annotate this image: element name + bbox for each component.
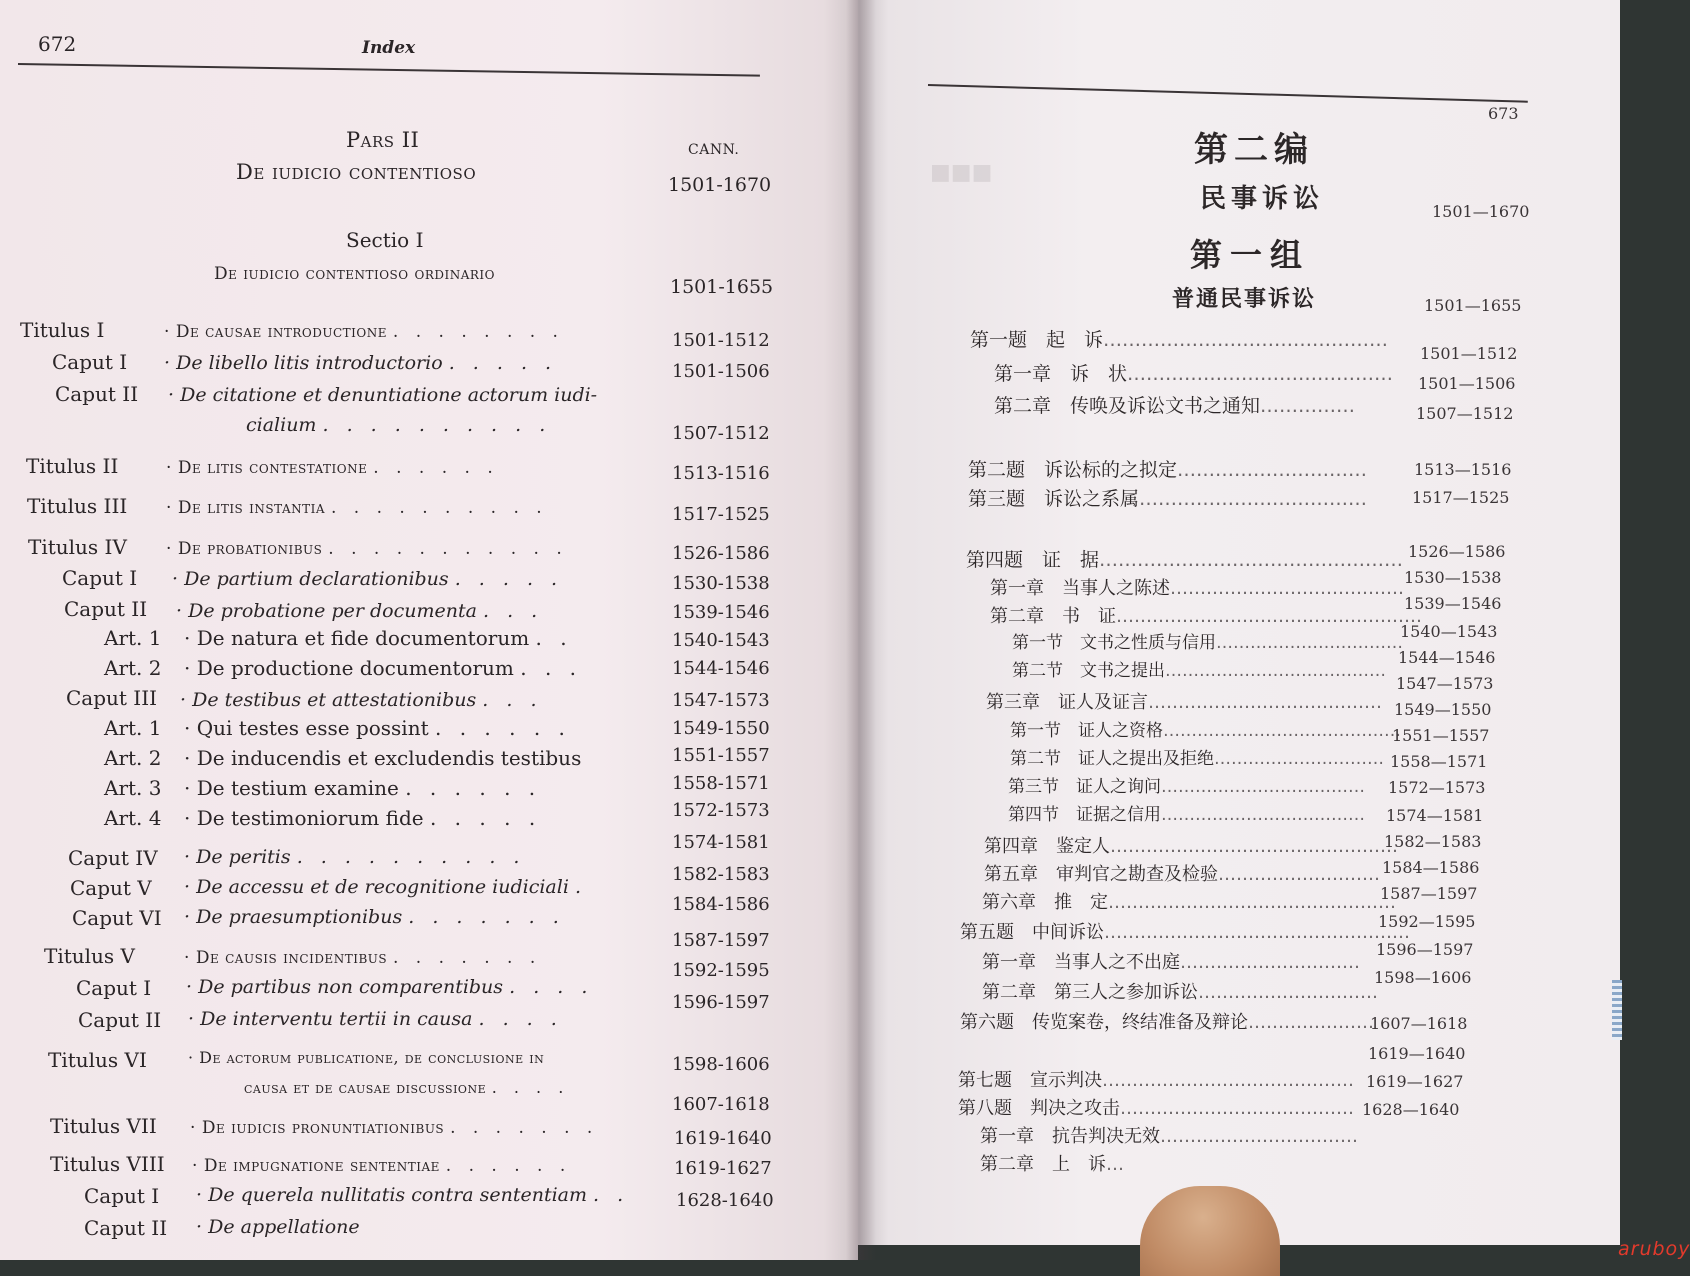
entry-range: 1598—1606: [1374, 968, 1472, 987]
group-title: 第一组: [1190, 236, 1311, 274]
entry-title: · De litis contestatione . . . . . .: [166, 458, 499, 478]
entry-range: 1547-1573: [672, 690, 770, 711]
entry-line: 第一题 起 诉………………………………………: [970, 329, 1389, 351]
entry-title: · De accessu et de recognitione iudiciali .: [184, 876, 588, 898]
entry-line: 第五题 中间诉讼……………………………………………: [960, 922, 1410, 943]
entry-range: 1587-1597: [672, 930, 770, 951]
entry-label: Titulus VIII: [50, 1152, 165, 1176]
entry-label: Art. 3: [104, 776, 162, 800]
entry-range: 1517—1525: [1412, 488, 1510, 507]
entry-range: 1592—1595: [1378, 912, 1476, 931]
entry-title: · De partium declarationibus . . . . .: [172, 568, 564, 590]
entry-title: · De testium examine . . . . . .: [184, 776, 542, 800]
entry-title: · De citatione et denuntiatione actorum iudi-: [168, 384, 598, 406]
entry-title: · De praesumptionibus . . . . . . .: [184, 906, 565, 928]
book-spine: [846, 0, 876, 1260]
entry-range: 1558-1571: [672, 773, 770, 794]
entry-label: Caput I: [84, 1184, 160, 1208]
entry-title: · De iudicis pronuntiationibus . . . . . . .: [190, 1118, 599, 1138]
entry-range: 1572-1573: [672, 800, 770, 821]
entry-title: · De peritis . . . . . . . . . .: [184, 846, 526, 868]
pars-heading: Pars II: [346, 128, 420, 152]
entry-line: 第二章 第三人之参加诉讼…………………………: [982, 982, 1378, 1003]
entry-range: 1619-1640: [674, 1128, 772, 1149]
entry-line: 第六题 传览案卷，终结准备及辩论…………………: [960, 1012, 1374, 1033]
entry-range: 1540-1543: [672, 630, 770, 651]
entry-label: Art. 1: [104, 626, 162, 650]
entry-line: 第三节 证人之询问………………………………: [1008, 777, 1365, 797]
entry-title: · Qui testes esse possint . . . . . .: [184, 716, 571, 740]
entry-range: 1501-1506: [672, 361, 770, 382]
entry-line: 第七题 宣示判决……………………………………: [958, 1070, 1354, 1091]
entry-range: 1530—1538: [1404, 568, 1502, 587]
entry-title: · De productione documentorum . . .: [184, 656, 583, 680]
entry-range: 1572—1573: [1388, 778, 1486, 797]
entry-range: 1582-1583: [672, 864, 770, 885]
entry-title: · De testibus et attestationibus . . .: [180, 689, 543, 711]
entry-range: 1526-1586: [672, 543, 770, 564]
entry-label: Art. 2: [104, 746, 162, 770]
entry-range: 1587—1597: [1380, 884, 1478, 903]
entry-range: 1526—1586: [1408, 542, 1506, 561]
entry-label: Caput II: [78, 1008, 162, 1032]
entry-title: · De causae introductione . . . . . . . .: [164, 322, 564, 342]
entry-title: · De inducendis et excludendis testibus: [184, 746, 582, 770]
entry-title: · De impugnatione sententiae . . . . . .: [192, 1156, 572, 1176]
entry-line: 第一章 当事人之不出庭…………………………: [982, 952, 1360, 973]
part-title: 第二编: [1194, 130, 1314, 170]
entry-label: Caput VI: [72, 906, 162, 930]
entry-range: 1539-1546: [672, 602, 770, 623]
cann-label: CANN.: [688, 142, 740, 158]
entry-line: 第二章 传唤及诉讼文书之通知……………: [994, 395, 1356, 417]
entry-range: 1598-1606: [672, 1054, 770, 1075]
entry-range: 1501—1506: [1418, 374, 1516, 393]
entry-label: Caput III: [66, 686, 158, 710]
entry-title: · De probationibus . . . . . . . . . . .: [166, 539, 568, 559]
group-range: 1501—1655: [1424, 296, 1522, 315]
entry-line: 第二节 证人之提出及拒绝…………………………: [1010, 749, 1384, 769]
entry-label: Titulus I: [20, 318, 105, 342]
entry-title: · De partibus non comparentibus . . . .: [186, 976, 594, 998]
entry-line: 第二节 文书之提出…………………………………: [1012, 661, 1386, 681]
page-edge: [1612, 980, 1622, 1040]
entry-line: 第四节 证据之信用………………………………: [1008, 805, 1365, 825]
entry-range: 1574—1581: [1386, 806, 1484, 825]
entry-range: 1530-1538: [672, 573, 770, 594]
entry-range: 1544-1546: [672, 658, 770, 679]
entry-line: 第四题 证 据…………………………………………: [966, 549, 1404, 571]
entry-range: 1507—1512: [1416, 404, 1514, 423]
entry-title: · De libello litis introductorio . . . . .: [164, 352, 558, 374]
group-subtitle: 普通民事诉讼: [1172, 287, 1317, 312]
entry-range: 1584-1586: [672, 894, 770, 915]
entry-range: 1582—1583: [1384, 832, 1482, 851]
entry-title: · De appellatione: [196, 1216, 360, 1238]
entry-range: 1549—1550: [1394, 700, 1492, 719]
entry-line: 第二题 诉讼标的之拟定…………………………: [968, 459, 1368, 481]
entry-range: 1558—1571: [1390, 752, 1488, 771]
entry-label: Titulus V: [44, 944, 135, 968]
entry-title: · De litis instantia . . . . . . . . . .: [166, 498, 548, 518]
entry-label: Caput II: [84, 1216, 168, 1240]
entry-title: · De testimoniorum fide . . . . .: [184, 806, 542, 830]
entry-label: Art. 1: [104, 716, 162, 740]
entry-label: Caput IV: [68, 846, 158, 870]
entry-label: Titulus VI: [48, 1048, 147, 1072]
entry-label: Caput I: [62, 566, 138, 590]
part-subtitle: 民事诉讼: [1200, 184, 1325, 214]
show-through-text: ■■■: [930, 160, 993, 185]
entry-line: 第八题 判决之攻击…………………………………: [958, 1098, 1354, 1119]
entry-label: Titulus IV: [28, 535, 127, 559]
entry-range: 1607—1618: [1370, 1014, 1468, 1033]
part-range: 1501—1670: [1432, 202, 1530, 221]
entry-line: 第一章 诉 状……………………………………: [994, 363, 1394, 385]
entry-line: 第三章 证人及证言…………………………………: [986, 692, 1382, 713]
entry-line: 第四章 鉴定人…………………………………………: [984, 836, 1398, 857]
entry-label: Titulus III: [27, 494, 128, 518]
entry-range: 1539—1546: [1404, 594, 1502, 613]
pars-title: De iudicio contentioso: [236, 160, 477, 184]
page-number: 672: [38, 32, 77, 56]
entry-range: 1517-1525: [672, 504, 770, 525]
entry-range: 1619—1627: [1366, 1072, 1464, 1091]
thumb: [1140, 1186, 1280, 1276]
entry-line: 第二章 上 诉…: [980, 1154, 1124, 1175]
sectio-title: De iudicio contentioso ordinario: [214, 264, 496, 284]
entry-line: 第二章 书 证……………………………………………: [990, 606, 1422, 627]
entry-range: 1628—1640: [1362, 1100, 1460, 1119]
entry-range: 1540—1543: [1400, 622, 1498, 641]
entry-range: 1513-1516: [672, 463, 770, 484]
entry-range: 1547—1573: [1396, 674, 1494, 693]
entry-title: · De interventu tertii in causa . . . .: [188, 1008, 563, 1030]
entry-label: Titulus VII: [50, 1114, 157, 1138]
entry-line: 第三题 诉讼之系属………………………………: [968, 488, 1368, 510]
entry-label: Caput II: [55, 382, 139, 406]
watermark: aruboy: [1618, 1238, 1690, 1260]
entry-range: 1596-1597: [672, 992, 770, 1013]
entry-title: · De actorum publicatione, de conclusione in: [188, 1048, 545, 1067]
entry-label: Titulus II: [26, 454, 119, 478]
entry-label: Caput I: [52, 350, 128, 374]
entry-range: 1513—1516: [1414, 460, 1512, 479]
entry-title: · De querela nullitatis contra sententiam . .: [196, 1184, 630, 1206]
entry-range: 1596—1597: [1376, 940, 1474, 959]
entry-label: Caput I: [76, 976, 152, 1000]
entry-title-continued: causa et de causae discussione . . . .: [244, 1078, 570, 1097]
entry-line: 第一章 抗告判决无效……………………………: [980, 1126, 1358, 1147]
sectio-heading: Sectio I: [346, 228, 424, 252]
entry-range: 1619—1640: [1368, 1044, 1466, 1063]
entry-range: 1584—1586: [1382, 858, 1480, 877]
running-head: Index: [362, 38, 416, 58]
entry-range: 1501-1512: [672, 330, 770, 351]
entry-range: 1501—1512: [1420, 344, 1518, 363]
entry-range: 1507-1512: [672, 423, 770, 444]
entry-range: 1619-1627: [674, 1158, 772, 1179]
entry-range: 1574-1581: [672, 832, 770, 853]
entry-line: 第一节 文书之性质与信用……………………………: [1012, 633, 1403, 653]
entry-title: · De causis incidentibus . . . . . . .: [184, 948, 542, 968]
pars-range: 1501-1670: [668, 174, 772, 196]
entry-title-continued: cialium . . . . . . . . . .: [246, 414, 552, 436]
entry-range: 1551-1557: [672, 745, 770, 766]
entry-title: · De probatione per documenta . . .: [176, 600, 544, 622]
entry-line: 第一节 证人之资格……………………………………: [1010, 721, 1401, 741]
entry-range: 1607-1618: [672, 1094, 770, 1115]
entry-label: Caput II: [64, 597, 148, 621]
entry-line: 第六章 推 定…………………………………………: [982, 892, 1396, 913]
page-number: 673: [1488, 104, 1519, 123]
entry-label: Caput V: [70, 876, 152, 900]
entry-label: Art. 4: [104, 806, 162, 830]
entry-line: 第一章 当事人之陈述…………………………………: [990, 578, 1404, 599]
entry-line: 第五章 审判官之勘查及检验………………………: [984, 864, 1380, 885]
entry-range: 1544—1546: [1398, 648, 1496, 667]
entry-range: 1551—1557: [1392, 726, 1490, 745]
sectio-range: 1501-1655: [670, 276, 774, 298]
entry-range: 1549-1550: [672, 718, 770, 739]
entry-title: · De natura et fide documentorum . .: [184, 626, 573, 650]
entry-range: 1592-1595: [672, 960, 770, 981]
entry-label: Art. 2: [104, 656, 162, 680]
entry-range: 1628-1640: [676, 1190, 774, 1211]
